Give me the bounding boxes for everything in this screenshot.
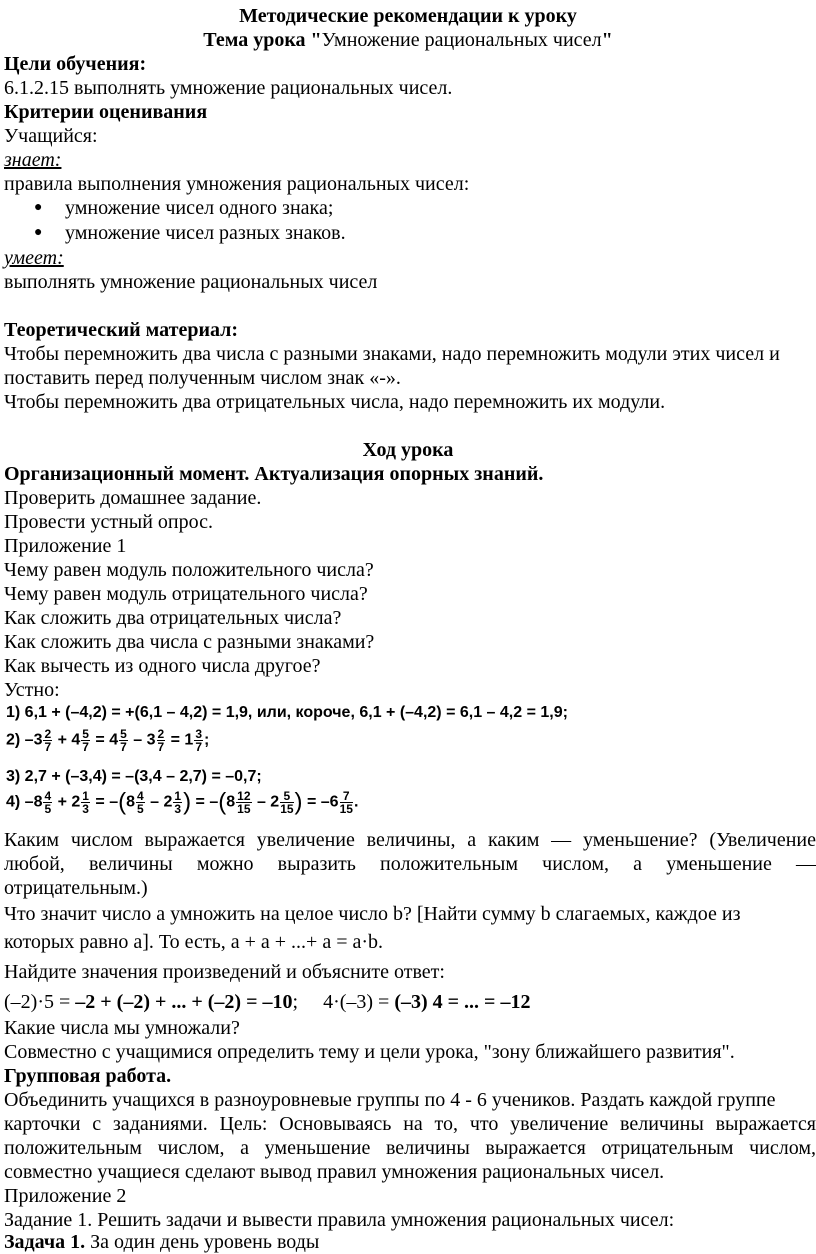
group-paragraph: положительным числом, а уменьшение величины выражается отрицательным числом,	[4, 1137, 816, 1159]
increase-answer: отрицательным.)	[4, 877, 148, 899]
group-paragraph: совместно учащиеся сделают вывод правил умножения рациональных чисел.	[4, 1161, 665, 1183]
problem-1: Задача 1. За один день уровень воды	[4, 1231, 320, 1253]
criteria-student: Учащийся:	[4, 125, 98, 147]
topic-close: "	[601, 29, 613, 51]
together-line: Совместно с учащимися определить тему и цели урока, "зону ближайшего развития".	[4, 1041, 735, 1063]
goals-heading: Цели обучения:	[4, 53, 147, 75]
topic-line	[0, 28, 816, 52]
question-line: Как сложить два числа с разными знаками?	[4, 631, 375, 653]
which-numbers: Какие числа мы умножали?	[4, 1017, 240, 1039]
lesson-line: Проверить домашнее задание.	[4, 487, 262, 509]
knows-label: знает:	[4, 149, 62, 171]
bullet-item: умножение чисел одного знака;	[65, 197, 334, 219]
criteria-heading: Критерии оценивания	[4, 101, 208, 123]
example-2: 2) –3 $\frac{2}{7}$ + 4 $\frac{5}{7}$ = 4 $\frac{5}{7}$ – 3 $\frac{2}{7}$ = 1 $\frac{3}{7}$ ;	[6, 727, 210, 754]
doc-title: Методические рекомендации к уроку	[239, 5, 577, 27]
products-line: (–2)·5 = –2 + (–2) + ... + (–2) = –10; 4·(–3) = (–3) 4 = ... = –12	[4, 991, 531, 1013]
bullet-icon: ●	[34, 200, 43, 215]
bullet-icon: ●	[34, 225, 43, 240]
group-paragraph: карточки с заданиями. Цель: Основываясь на то, что увеличение величины выражается	[4, 1113, 816, 1135]
multiply-answer: которых равно a]. То есть, a + a + ...+ a = a·b.	[4, 931, 384, 953]
lesson-line: Приложение 1	[4, 535, 127, 557]
question-line: Как сложить два отрицательных числа?	[4, 607, 342, 629]
example-3: 3) 2,7 + (–3,4) = –(3,4 – 2,7) = –0,7;	[6, 768, 262, 785]
topic-name: Умножение рациональных чисел	[321, 29, 602, 51]
group-paragraph: Объединить учащихся в разноуровневые группы по 4 - 6 учеников. Раздать каждой группе	[4, 1089, 776, 1111]
increase-question: любой, величины можно выразить положительным числом, а уменьшение —	[4, 853, 816, 875]
task-1: Задание 1. Решить задачи и вывести правила умножения рациональных чисел:	[4, 1209, 675, 1231]
group-heading: Групповая работа.	[4, 1065, 172, 1087]
knows-text: правила выполнения умножения рациональных чисел:	[4, 173, 470, 195]
theory-line: поставить перед полученным числом знак «-».	[4, 367, 401, 389]
theory-heading: Теоретический материал:	[4, 319, 239, 341]
lesson-heading: Ход урока	[362, 439, 454, 461]
lesson-line: Провести устный опрос.	[4, 511, 214, 533]
question-line: Чему равен модуль отрицательного числа?	[4, 583, 368, 605]
can-label: умеет:	[4, 247, 64, 269]
org-heading: Организационный момент. Актуализация опорных знаний.	[4, 463, 544, 485]
example-1: 1) 6,1 + (–4,2) = +(6,1 – 4,2) = 1,9, или, короче, 6,1 + (–4,2) = 6,1 – 4,2 = 1,9;	[6, 704, 568, 721]
bullet-item: умножение чисел разных знаков.	[65, 222, 346, 244]
can-text: выполнять умножение рациональных чисел	[4, 271, 378, 293]
theory-line: Чтобы перемножить два отрицательных числа, надо перемножить их модули.	[4, 391, 666, 413]
increase-question: Каким числом выражается увеличение величины, а каким — уменьшение? (Увеличение	[4, 829, 816, 851]
find-products: Найдите значения произведений и объясните ответ:	[4, 961, 445, 983]
multiply-question: Что значит число a умножить на целое число b? [Найти сумму b слагаемых, каждое из	[4, 903, 741, 925]
example-4: 4) –8 $\frac{4}{5}$ + 2 $\frac{1}{3}$ = –(8 $\frac{4}{5}$ – 2 $\frac{1}{3}$ ) = –(8 $\frac{12}{15}$ – 2 $\frac{5}{15}$ ) = –6 $\frac{7}{15}$ .	[6, 788, 359, 816]
question-line: Чему равен модуль положительного числа?	[4, 559, 374, 581]
appendix-2: Приложение 2	[4, 1185, 127, 1207]
oral-label: Устно:	[4, 679, 60, 701]
topic-label: Тема урока "	[203, 29, 322, 51]
theory-line: Чтобы перемножить два числа с разными знаками, надо перемножить модули этих чисел и	[4, 343, 780, 365]
goals-item: 6.1.2.15 выполнять умножение рациональных чисел.	[4, 77, 453, 99]
question-line: Как вычесть из одного числа другое?	[4, 655, 321, 677]
